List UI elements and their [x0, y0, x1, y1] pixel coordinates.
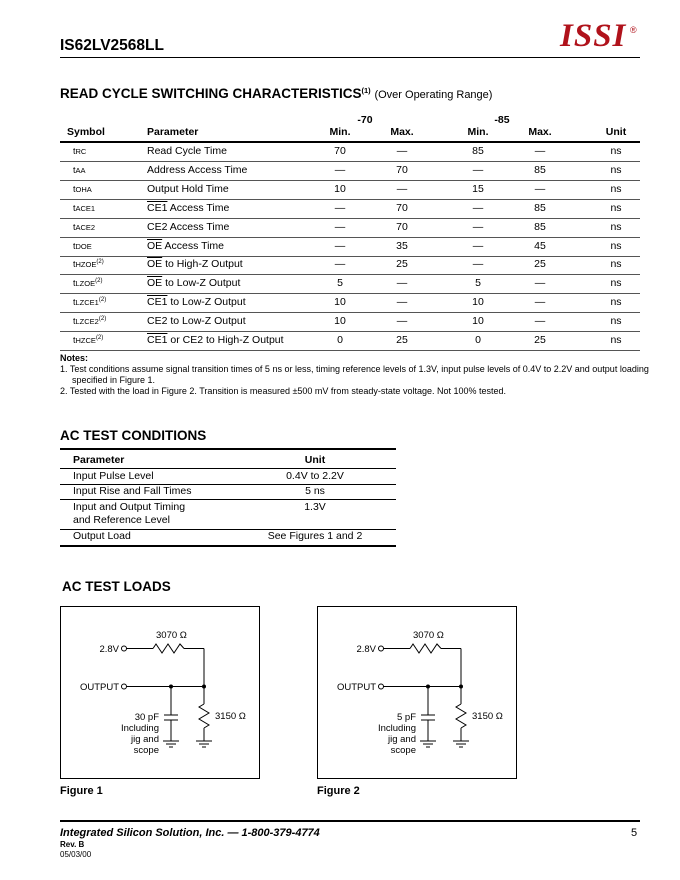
- junction-dot: [426, 685, 430, 689]
- r1-label: 3070 Ω: [156, 630, 187, 641]
- footer-rule: [60, 820, 640, 822]
- cap-note-3: scope: [390, 745, 416, 756]
- revision: Rev. B: [60, 840, 85, 849]
- figure-1-schematic: [61, 607, 259, 778]
- cap-note-2: jig and: [388, 734, 416, 745]
- row-rule: [60, 350, 640, 351]
- cap-note-2: jig and: [131, 734, 159, 745]
- table-row: [60, 313, 640, 332]
- value-cell: 85: [534, 220, 546, 233]
- ac-col-parameter: Parameter: [73, 454, 125, 466]
- value-cell: 35: [396, 239, 408, 252]
- parameter-cell: CE2 to Low-Z Output: [147, 315, 246, 328]
- col-min-70: Min.: [329, 126, 351, 138]
- col-max-85: Max.: [528, 126, 552, 138]
- ac-conditions-title: AC TEST CONDITIONS: [60, 428, 207, 443]
- ac-param: Input and Output Timing: [73, 501, 186, 513]
- value-cell: 85: [472, 145, 484, 157]
- value-cell: 70: [396, 163, 408, 176]
- header-rule: [60, 57, 640, 58]
- table-row: [60, 332, 640, 351]
- col-parameter: Parameter: [147, 126, 199, 138]
- ac-param: Input Pulse Level: [73, 470, 154, 482]
- parameter-cell: CE2 Access Time: [147, 220, 230, 233]
- symbol-cell: tRC: [73, 146, 87, 156]
- value-cell: 10: [472, 315, 484, 328]
- parameter-cell: $\overline{OE}$ to Low-Z Output: [147, 277, 241, 290]
- ac-col-unit: Unit: [304, 454, 326, 466]
- parameter-cell: Read Cycle Time: [147, 145, 227, 157]
- ac-unit: See Figures 1 and 2: [267, 530, 363, 542]
- value-cell: —: [396, 182, 408, 195]
- resistor-r2: [199, 704, 209, 728]
- value-cell: —: [334, 258, 346, 271]
- value-cell: 70: [396, 201, 408, 214]
- value-cell: 5: [337, 277, 343, 290]
- value-cell: —: [472, 201, 484, 214]
- value-cell: —: [534, 182, 546, 195]
- ac-unit: 0.4V to 2.2V: [286, 470, 344, 482]
- figure-1-caption: Figure 1: [60, 785, 103, 797]
- ac-loads-title: AC TEST LOADS: [62, 579, 171, 594]
- junction-dot: [169, 685, 173, 689]
- r2-label: 3150 Ω: [472, 711, 503, 722]
- value-cell: 25: [396, 258, 408, 271]
- ac-rule: [60, 468, 396, 469]
- parameter-cell: Address Access Time: [147, 163, 248, 176]
- unit-cell: ns: [610, 182, 622, 195]
- resistor-r2: [456, 704, 466, 728]
- resistor-r1: [410, 644, 441, 653]
- value-cell: 70: [396, 220, 408, 233]
- symbol-cell: tHZCE$^{(2)}$: [73, 335, 104, 345]
- speed-group-70: -70: [357, 114, 373, 126]
- table-row: [60, 238, 640, 257]
- note-2: 2. Tested with the load in Figure 2. Transition is measured ±500 mV from steady-state voltage. Not 100% tested.: [60, 386, 507, 396]
- value-cell: —: [534, 315, 546, 328]
- col-unit: Unit: [605, 126, 627, 138]
- value-cell: 45: [534, 239, 546, 252]
- table-row: [60, 162, 640, 181]
- value-cell: —: [472, 258, 484, 271]
- value-cell: 0: [475, 334, 481, 346]
- page-number: 5: [631, 827, 638, 839]
- table-row: [60, 143, 640, 162]
- parameter-cell: CE1 to Low-Z Output: [147, 296, 246, 309]
- vsource-terminal: [122, 646, 127, 651]
- value-cell: —: [472, 220, 484, 233]
- part-number: IS62LV2568LL: [60, 37, 164, 54]
- r2-label: 3150 Ω: [215, 711, 246, 722]
- value-cell: 25: [534, 334, 546, 346]
- ac-param: and Reference Level: [73, 514, 170, 526]
- value-cell: 85: [534, 201, 546, 214]
- value-cell: 25: [534, 258, 546, 271]
- cap-label: 5 pF: [396, 712, 416, 723]
- vsource-label: 2.8V: [356, 644, 376, 655]
- notes-block: [60, 353, 650, 397]
- cap-label: 30 pF: [134, 712, 159, 723]
- unit-cell: ns: [610, 296, 622, 309]
- unit-cell: ns: [610, 145, 622, 157]
- symbol-cell: tHZOE$^{(2)}$: [73, 259, 104, 270]
- parameter-cell: CE1 Access Time: [147, 201, 230, 214]
- junction-dot: [202, 685, 206, 689]
- table-row: [60, 256, 640, 275]
- value-cell: 5: [475, 277, 481, 290]
- table-row: [60, 200, 640, 219]
- vsource-terminal: [379, 646, 384, 651]
- table-row: [60, 275, 640, 294]
- ac-param: Input Rise and Fall Times: [73, 485, 192, 497]
- value-cell: 10: [334, 296, 346, 309]
- table-row: [60, 181, 640, 200]
- symbol-cell: tLZOE$^{(2)}$: [73, 278, 103, 289]
- output-terminal: [379, 684, 384, 689]
- symbol-cell: tOHA: [73, 183, 92, 194]
- unit-cell: ns: [610, 277, 622, 290]
- symbol-cell: tACE2: [73, 221, 96, 232]
- figure-2-schematic: [318, 607, 516, 778]
- ac-unit: 1.3V: [304, 501, 326, 513]
- value-cell: —: [334, 220, 346, 233]
- symbol-cell: tDOE: [73, 240, 92, 251]
- issi-logo: ISSI: [560, 18, 627, 54]
- value-cell: —: [534, 277, 546, 290]
- output-terminal: [122, 684, 127, 689]
- cap-note-1: Including: [377, 723, 416, 734]
- value-cell: —: [334, 163, 346, 176]
- table-row: [60, 219, 640, 238]
- parameter-cell: Output Hold Time: [147, 182, 229, 195]
- cap-note-3: scope: [133, 745, 159, 756]
- value-cell: 10: [334, 182, 346, 195]
- unit-cell: ns: [610, 258, 622, 271]
- unit-cell: ns: [610, 201, 622, 214]
- ac-conditions-bottom-rule: [60, 545, 396, 547]
- value-cell: —: [534, 296, 546, 309]
- parameter-cell: $\overline{OE}$ Access Time: [147, 239, 225, 252]
- vsource-label: 2.8V: [99, 644, 119, 655]
- r1-label: 3070 Ω: [413, 630, 444, 641]
- col-max-70: Max.: [390, 126, 414, 138]
- cap-note-1: Including: [120, 723, 159, 734]
- col-min-85: Min.: [467, 126, 489, 138]
- ac-rule: [60, 499, 396, 500]
- junction-dot: [459, 685, 463, 689]
- figure-2-caption: Figure 2: [317, 785, 360, 797]
- unit-cell: ns: [610, 220, 622, 233]
- symbol-cell: tLZCE1$^{(2)}$: [73, 297, 107, 308]
- figure-2-box: [317, 606, 517, 779]
- col-symbol: Symbol: [67, 126, 105, 138]
- value-cell: 10: [334, 315, 346, 328]
- ac-param: Output Load: [73, 530, 131, 542]
- table-row: [60, 294, 640, 313]
- footer-company: Integrated Silicon Solution, Inc. — 1-800-379-4774: [60, 827, 320, 839]
- unit-cell: ns: [610, 334, 622, 346]
- value-cell: 0: [337, 334, 343, 346]
- unit-cell: ns: [610, 315, 622, 328]
- value-cell: 25: [396, 334, 408, 346]
- ac-conditions-top-rule: [60, 448, 396, 450]
- speed-group-85: -85: [494, 114, 510, 126]
- value-cell: —: [396, 145, 408, 157]
- symbol-cell: tLZCE2$^{(2)}$: [73, 316, 107, 327]
- notes-title: Notes:: [60, 353, 89, 363]
- parameter-cell: CE1 or CE2 to High-Z Output: [147, 334, 284, 346]
- registered-mark: ®: [630, 25, 637, 35]
- ac-unit: 5 ns: [305, 485, 325, 497]
- unit-cell: ns: [610, 163, 622, 176]
- output-label: OUTPUT: [336, 682, 376, 693]
- value-cell: —: [334, 201, 346, 214]
- symbol-cell: tAA: [73, 164, 86, 175]
- value-cell: —: [396, 315, 408, 328]
- output-label: OUTPUT: [79, 682, 119, 693]
- symbol-cell: tACE1: [73, 202, 96, 213]
- value-cell: —: [334, 239, 346, 252]
- value-cell: 15: [472, 182, 484, 195]
- value-cell: 85: [534, 163, 546, 176]
- value-cell: —: [396, 277, 408, 290]
- figure-1-box: [60, 606, 260, 779]
- value-cell: 70: [334, 145, 346, 157]
- value-cell: —: [534, 145, 546, 157]
- note-1: 1. Test conditions assume signal transition times of 5 ns or less, timing reference levels of 1.3V, input pulse levels of 0.4V to 2.2V and output loading specified in Figure 1.: [60, 364, 649, 385]
- value-cell: —: [472, 239, 484, 252]
- value-cell: —: [396, 296, 408, 309]
- resistor-r1: [153, 644, 184, 653]
- value-cell: —: [472, 163, 484, 176]
- revision-date: 05/03/00: [60, 850, 92, 859]
- parameter-cell: $\overline{OE}$ to High-Z Output: [147, 258, 243, 271]
- value-cell: 10: [472, 296, 484, 309]
- unit-cell: ns: [610, 239, 622, 252]
- read-cycle-title: READ CYCLE SWITCHING CHARACTERISTICS$^{(1)}$ (Over Operating Range): [60, 86, 493, 101]
